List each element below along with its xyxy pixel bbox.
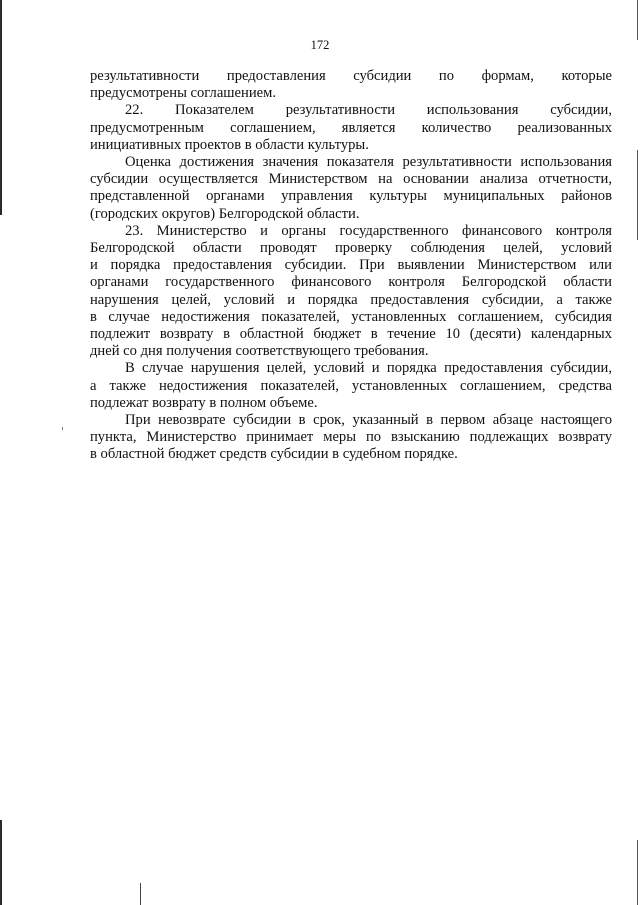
text-line: Белгородской области проводят проверку соблюдения целей, условий <box>90 240 612 257</box>
paragraph <box>90 102 612 154</box>
paragraph <box>90 154 612 223</box>
text-line: а также недостижения показателей, установленных соглашением, средства <box>90 377 612 394</box>
text-line: предусмотрены соглашением. <box>90 85 276 102</box>
text-line: результативности предоставления субсидии по формам, которые <box>90 68 612 84</box>
scan-edge-bottom <box>140 883 141 905</box>
text-line: инициативных проектов в области культуры. <box>90 136 369 153</box>
text-line: (городских округов) Белгородской области. <box>90 205 360 222</box>
scan-edge-right-mid <box>637 150 638 240</box>
text-line: органами государственного финансового контроля Белгородской области <box>90 274 612 291</box>
text-line: в областной бюджет средств субсидии в судебном порядке. <box>90 446 458 463</box>
text-line: 22. Показателем результативности использования субсидии, <box>125 102 612 119</box>
text-line: При невозврате субсидии в срок, указанный в первом абзаце настоящего <box>125 412 612 429</box>
text-line: подлежит возврату в областной бюджет в течение 10 (десяти) календарных <box>90 326 612 343</box>
scan-edge-left-top <box>0 0 2 215</box>
scan-edge-left-bottom <box>0 820 2 905</box>
text-line: в случае недостижения показателей, установленных соглашением, субсидия <box>90 308 612 325</box>
text-line: подлежат возврату в полном объеме. <box>90 394 318 411</box>
paragraph <box>90 68 612 102</box>
text-line: нарушения целей, условий и порядка предоставления субсидии, а также <box>90 291 612 308</box>
page-number: 172 <box>310 38 330 52</box>
text-line: и порядка предоставления субсидии. При выявлении Министерством или <box>90 257 612 274</box>
document-body <box>90 68 612 464</box>
text-line: В случае нарушения целей, условий и порядка предоставления субсидии, <box>125 360 612 377</box>
paragraph <box>90 223 612 361</box>
text-line: пункта, Министерство принимает меры по взысканию подлежащих возврату <box>90 429 612 446</box>
paragraph <box>90 360 612 412</box>
text-line: субсидии осуществляется Министерством на основании анализа отчетности, <box>90 171 612 188</box>
scan-edge-right-top <box>637 0 638 40</box>
text-line: дней со дня получения соответствующего требования. <box>90 343 429 360</box>
scan-edge-right-low <box>637 840 638 905</box>
paragraph <box>90 412 612 464</box>
text-line: предусмотренным соглашением, является количество реализованных <box>90 119 612 136</box>
text-line: 23. Министерство и органы государственного финансового контроля <box>125 222 612 239</box>
scan-speck <box>62 427 63 430</box>
text-line: Оценка достижения значения показателя результативности использования <box>125 154 612 171</box>
text-line: представленной органами управления культуры муниципальных районов <box>90 188 612 205</box>
